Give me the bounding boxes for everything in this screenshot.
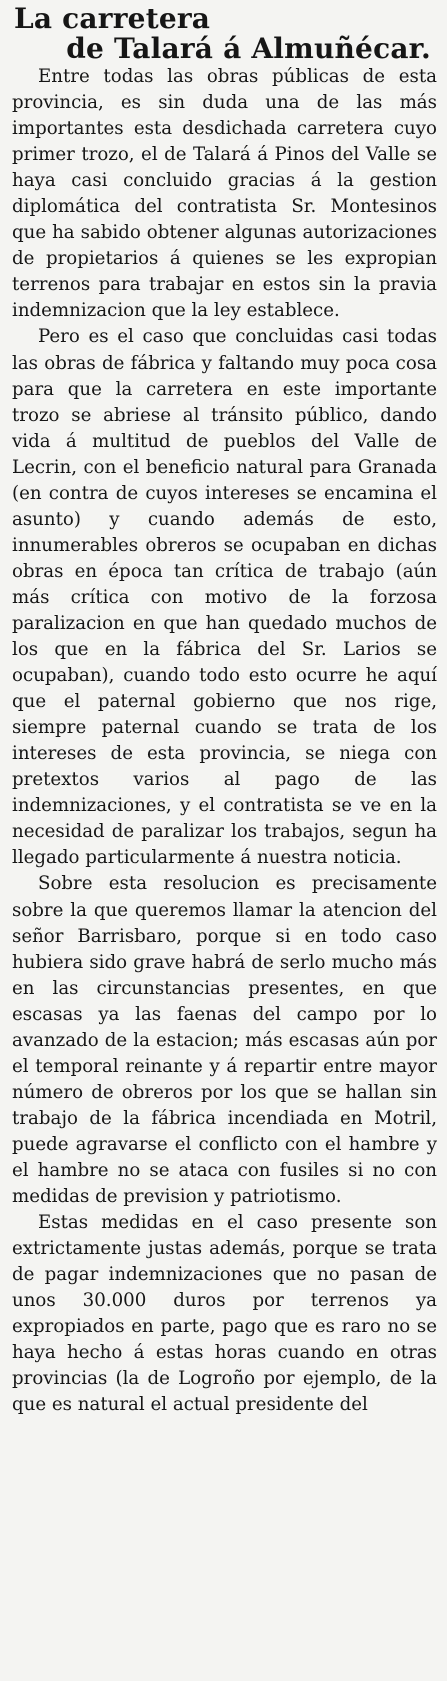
article-paragraph-1: Entre todas las obras públicas de esta provincia, es sin duda una de las más importantes esta desdichada carretera cuyo primer trozo, el de Talará á Pinos del Valle se haya casi concluido gracias á la gestion diplomática del contratista Sr. Montesinos que ha sabido obtener algunas autorizaciones de propietarios á quienes se les expropian terrenos para trabajar en estos sin la pravia indemnizacion que la ley establece.	[12, 66, 437, 322]
headline-line-2: de Talará á Almuñécar.	[66, 32, 431, 65]
article-paragraph-3: Sobre esta resolucion es precisamente sobre la que queremos llamar la atencion del señor Barrisbaro, porque si en todo caso hubiera sido grave habrá de serlo mucho más en las circunstancias presentes, en que escasas ya las faenas del campo por lo avanzado de la estacion; más escasas aún por el temporal reinante y á repartir entre mayor número de obreros por los que se hallan sin trabajo de la fábrica incendiada en Motril, puede agravarse el conflicto con el hambre y el hambre no se ataca con fusiles si no con medidas de prevision y patriotismo.	[12, 873, 437, 1208]
article-body	[12, 64, 437, 1418]
article-paragraph-4: Estas medidas en el caso presente son extrictamente justas además, porque se trata de pagar indemnizaciones que no pasan de unos 30.000 duros por terrenos ya expropiados en parte, pago que es raro no se haya hecho á estas horas cuando en otras provincias (la de Logroño por ejemplo, de la que es natural el actual presidente del	[12, 1212, 437, 1416]
article-headline	[12, 4, 437, 64]
article-paragraph-2: Pero es el caso que concluidas casi todas las obras de fábrica y faltando muy poca cosa para que la carretera en este importante trozo se abriese al tránsito público, dando vida á multitud de pueblos del Valle de Lecrin, con el beneficio natural para Granada (en contra de cuyos intereses se encamina el asunto) y cuando además de esto, innumerables obreros se ocupaban en dichas obras en época tan crítica de trabajo (aún más crítica con motivo de la forzosa paralizacion en que han quedado muchos de los que en la fábrica del Sr. Larios se ocupaban), cuando todo esto ocurre he aquí que el paternal gobierno que nos rige, siempre paternal cuando se trata de los intereses de esta provincia, se niega con pretextos varios al pago de las indemnizaciones, y el contratista se ve en la necesidad de paralizar los trabajos, segun ha llegado particularmente á nuestra noticia.	[12, 326, 437, 869]
headline-line-1: La carretera	[14, 2, 211, 35]
